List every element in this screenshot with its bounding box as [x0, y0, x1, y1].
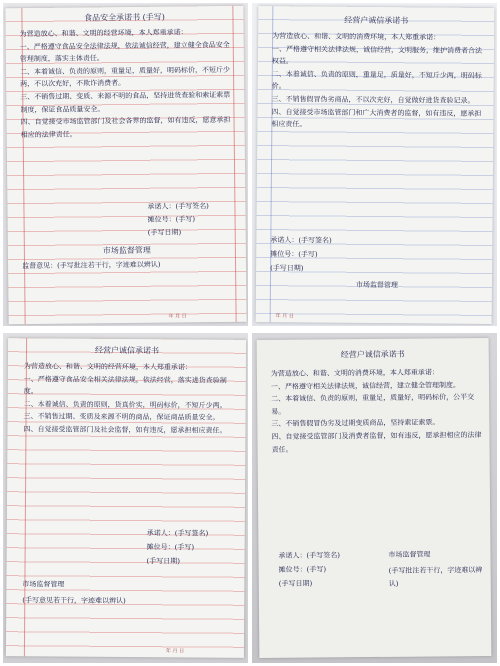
body-line: 为营造放心、和谐、文明的经营环境，本人郑重承诺：	[23, 362, 192, 372]
body-line: 三、不销售假冒伪劣及过期变质商品，坚持索证索票。	[271, 418, 440, 429]
document-title: 食品安全承诺书 (手写)	[84, 12, 165, 23]
paper-sheet	[257, 338, 492, 658]
section-heading: 市场监督管理	[102, 245, 151, 256]
body-line: (手写批注若干行，字迹难以辨认)	[388, 566, 483, 588]
signoff: 承诺人：(手写签名)	[146, 529, 209, 538]
stall-number: 摊位号：(手写)	[146, 543, 195, 552]
body-line: 二、本着诚信、负责的原则，重量足，质量好，不短斤少两，明码标价。	[271, 69, 482, 91]
signoff: 承诺人：(手写签名)	[278, 551, 341, 560]
body-line: 一、严格遵守食品安全相关法律法规，依法经营，落实进货查验制度。	[23, 374, 227, 396]
body-line: 四、自觉接受市场监管部门和广大消费者的监督，如有违反，愿承担相应责任。	[271, 107, 482, 129]
page-footer: 年 月 日	[165, 648, 185, 655]
commitment-body	[23, 360, 238, 437]
body-line: (手写意见若干行，字迹难以辨认)	[22, 596, 126, 606]
signoff: 承诺人：(手写签名)	[147, 202, 209, 211]
section-heading: 市场监督管理	[388, 550, 431, 559]
stall-number: 摊位号：(手写)	[278, 565, 327, 574]
photo-top-right	[252, 3, 497, 326]
paper-sheet	[6, 338, 246, 658]
sign-date: (手写日期)	[147, 228, 182, 237]
body-line: 四、自觉接受市场监管部门及社会各界的监督，如有违反，愿意承担相应的法律责任。	[20, 116, 231, 139]
body-line: 三、不销售过期、变质及来源不明的商品，保证商品质量安全。	[23, 412, 220, 423]
body-line: 四、自觉接受监管部门及社会监督，如有违反，愿承担相应责任。	[23, 425, 227, 435]
sign-date: (手写日期)	[270, 264, 304, 273]
body-line: 三、不销售假冒伪劣商品，不以次充好，自觉做好进货查验记录。	[271, 95, 475, 105]
paper-sheet	[5, 6, 246, 324]
section-body	[22, 258, 238, 273]
body-line: 为营造放心、和谐、文明的消费环境，本人郑重承诺：	[272, 32, 441, 42]
body-line: 三、不销售过期、变质、来源不明的食品，坚持进货查验和索证索票制度，保证食品质量安全。	[20, 90, 231, 114]
paper-sheet	[256, 6, 495, 324]
document-title: 经营户诚信承诺书	[340, 349, 405, 360]
page-footer: 年 月 日	[168, 313, 187, 320]
body-line: 二、本着诚信、负责的原则，货真价实，明码标价，不短斤少两。	[23, 400, 227, 410]
body-line: 二、本着诚信、负责的原则，重量足，质量好，明码标价，不短斤少两，不以次充好，不欺诈消费者。	[19, 65, 231, 89]
body-line: 四、自觉接受监管部门及消费者监督，如有违反，愿承担相应的法律责任。	[271, 431, 482, 454]
section-body	[389, 564, 485, 590]
section-heading: 市场监督管理	[355, 280, 398, 290]
sign-date: (手写日期)	[146, 557, 181, 566]
body-line: 监督意见：(手写批注若干行，字迹难以辨认)	[22, 260, 161, 271]
photo-bottom-left	[3, 333, 248, 663]
photo-top-left	[3, 3, 248, 326]
stall-number: 摊位号：(手写)	[270, 250, 318, 259]
stall-number: 摊位号：(手写)	[147, 215, 196, 224]
document-title: 经营户诚信承诺书	[344, 15, 409, 26]
body-line: 一、严格遵守相关法律法规，诚信经营，文明服务，维护消费者合法权益。	[271, 44, 483, 66]
commitment-body	[271, 366, 482, 456]
body-line: 为营造放心、和谐、文明的经营环境，本人郑重承诺：	[19, 28, 188, 39]
signoff: 承诺人：(手写签名)	[270, 236, 332, 245]
body-line: 二、本着诚信、负责的原则，重量足，质量好，明码标价，公平交易。	[271, 393, 475, 416]
document-title: 经营户诚信承诺书	[94, 345, 160, 356]
sign-date: (手写日期)	[278, 579, 313, 588]
page-footer: 年 月 日	[275, 313, 294, 320]
section-body	[22, 594, 236, 608]
commitment-body	[20, 26, 237, 142]
photo-bottom-right	[252, 333, 497, 663]
section-heading: 市场监督管理	[22, 580, 65, 589]
commitment-body	[271, 30, 486, 133]
body-line: 为营造放心、和谐、文明的消费环境，本人郑重承诺：	[270, 368, 439, 378]
body-line: 一、严格遵守相关法律法规，诚信经营，建立健全管理制度。	[270, 380, 461, 391]
body-line: 一、严格遵守食品安全法律法规，依法诚信经营，建立健全食品安全管理制度，落实主体责任。	[19, 40, 230, 64]
